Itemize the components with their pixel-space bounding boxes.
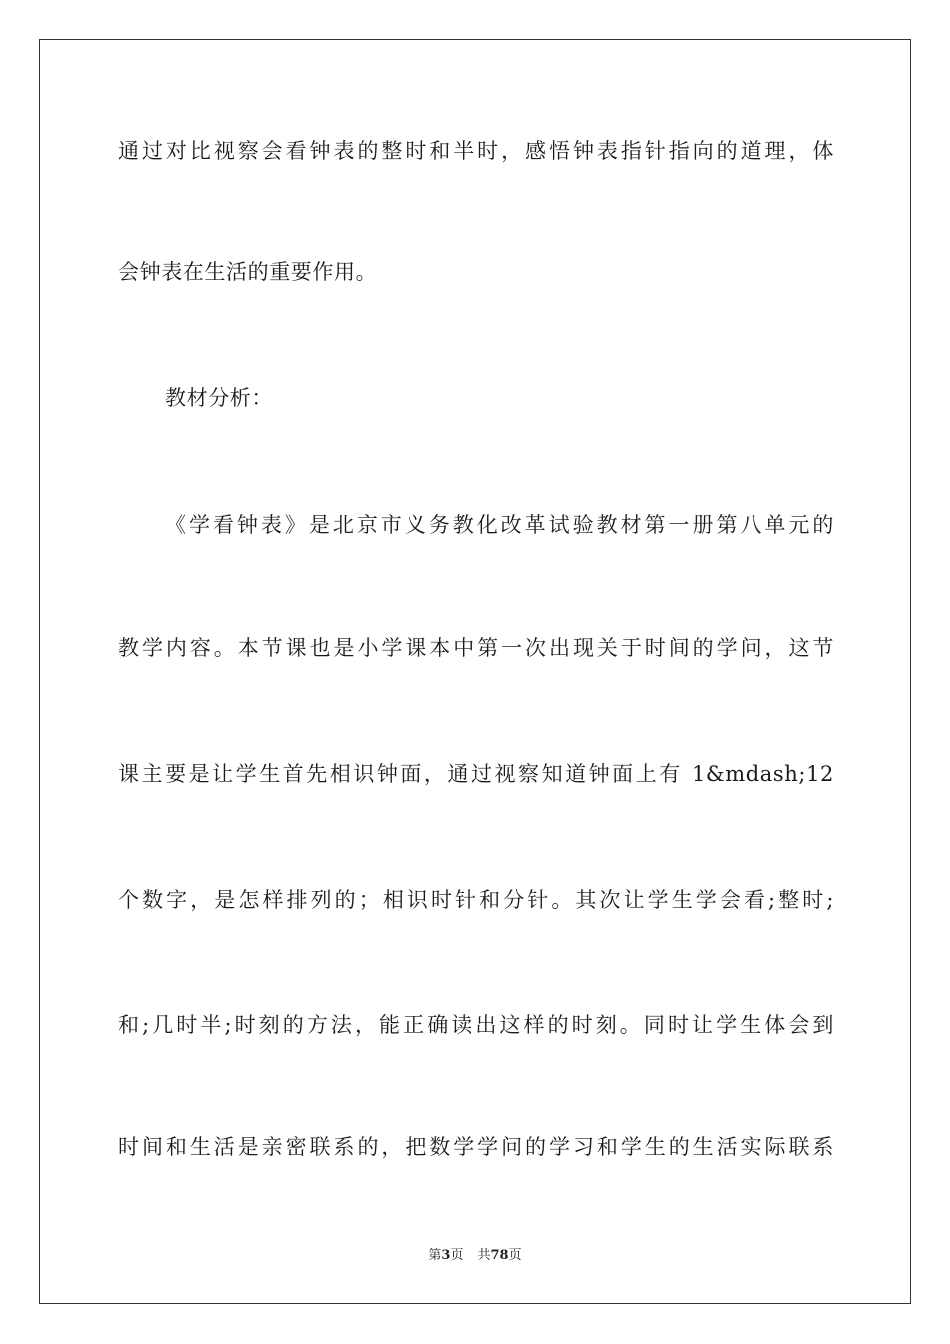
body-line-5: 教学内容。本节课也是小学课本中第一次出现关于时间的学问，这节 xyxy=(118,636,834,660)
body-line-1: 通过对比视察会看钟表的整时和半时，感悟钟表指针指向的道理，体 xyxy=(118,139,834,163)
page-suffix: 页 xyxy=(450,1248,464,1263)
body-line-9: 时间和生活是亲密联系的，把数学学问的学习和学生的生活实际联系 xyxy=(118,1135,834,1159)
page-border xyxy=(39,39,911,1304)
body-line-4: 《学看钟表》是北京市义务教化改革试验教材第一册第八单元的 xyxy=(165,513,834,537)
total-pages: 78 xyxy=(490,1248,509,1263)
body-line-6: 课主要是让学生首先相识钟面，通过视察知道钟面上有 1&mdash;12 xyxy=(118,762,834,786)
page-number: 3 xyxy=(441,1248,451,1263)
body-line-8: 和;几时半;时刻的方法，能正确读出这样的时刻。同时让学生体会到 xyxy=(118,1013,834,1037)
total-prefix: 共 xyxy=(477,1248,491,1263)
page-footer xyxy=(0,1247,950,1265)
section-heading: 教材分析： xyxy=(165,386,273,410)
page-prefix: 第 xyxy=(428,1248,442,1263)
body-line-7: 个数字，是怎样排列的；相识时针和分针。其次让学生学会看;整时; xyxy=(118,888,834,912)
body-line-2: 会钟表在生活的重要作用。 xyxy=(118,260,378,284)
total-suffix: 页 xyxy=(508,1248,522,1263)
